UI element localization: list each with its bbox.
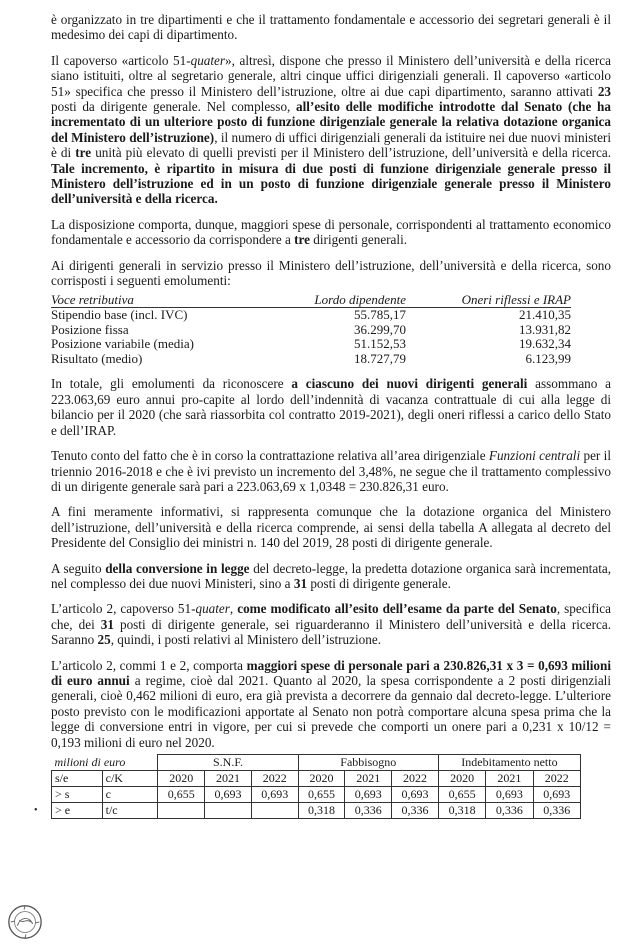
year-header: 2021 [486, 771, 533, 787]
group-header: Fabbisogno [298, 755, 438, 771]
table-cell: t/c [102, 803, 158, 819]
year-header: 2021 [345, 771, 392, 787]
table-row [52, 803, 581, 819]
seal-icon [6, 903, 44, 941]
year-header: 2022 [392, 771, 439, 787]
table-row [51, 352, 571, 367]
table-cell: 0,336 [486, 803, 533, 819]
year-header: 2022 [251, 771, 298, 787]
table-cell: 0,655 [298, 787, 345, 803]
paragraph-4: Ai dirigenti generali in servizio presso il Ministero dell’istruzione, dell’università e della ricerca, sono corrisposti i seguenti emolumenti: [51, 257, 611, 289]
table-cell: 36.299,70 [354, 321, 406, 337]
paragraph-7: A fini meramente informativi, si rappresenta comunque che la dotazione organica del Ministero dell’istruzione, dell’università e della ricerca comprende, ai sensi della tabella A allegata al decreto del Presidente del Consiglio dei ministri n. 140 del 2019, 28 posti di dirigente generale. [51, 504, 611, 551]
year-header: 2020 [438, 771, 485, 787]
year-header: 2022 [533, 771, 580, 787]
table-row [52, 787, 581, 803]
paragraph-2: Il capoverso «articolo 51-quater», altresì, dispone che presso il Ministero dell’università e della ricerca siano istituiti, oltre al segretario generale, altri cinque uffici dirigenziali generali. Il capoverso «articolo 51» specifica che presso il Ministero dell’istruzione, oltre ai due capi dipartimento, saranno attivati 23 posti da dirigente generale. Nel complesso, all’esito delle modifiche introdotte dal Senato (che ha incrementato di un ulteriore posto di funzione dirigenziale generale la relativa dotazione organica del Ministero dell’istruzione), il numero di uffici dirigenziali generali da istituire nei due nuovi ministeri è di tre unità più elevato di quelli previsti per il Ministero dell’istruzione, dell’università e della ricerca. Tale incremento, è ripartito in misura di due posti di funzione dirigenziale generale presso il Ministero dell’istruzione ed in un posto di funzione dirigenziale generale presso il Ministero dell’università e della ricerca. [51, 52, 611, 207]
table-row [51, 308, 571, 323]
table-cell: 0,318 [298, 803, 345, 819]
paragraph-1: è organizzato in tre dipartimenti e che il trattamento fondamentale e accessorio dei segretari generali è il medesimo dei capi di dipartimento. [51, 12, 611, 43]
table-cell: c [102, 787, 158, 803]
paragraph-9: L’articolo 2, capoverso 51-quater, come modificato all’esito dell’esame da parte del Senato, specifica che, dei 31 posti di dirigente generale, sei riguarderanno il Ministero dell’università e della ricerca. Saranno 25, quindi, i posti relativi al Ministero dell’istruzione. [51, 601, 612, 648]
year-header: 2021 [205, 771, 252, 787]
table-cell: 0,693 [486, 787, 533, 803]
emolumenti-header: Oneri riflessi e IRAP [406, 293, 571, 308]
emolumenti-table [51, 293, 571, 367]
table-cell: Risultato (medio) [51, 350, 143, 366]
ck-header: c/K [102, 771, 158, 787]
table-cell: 0,336 [345, 803, 392, 819]
table-cell [205, 803, 252, 819]
table-cell: 0,336 [533, 803, 580, 819]
table-cell: 13.931,82 [519, 321, 571, 337]
table-cell: 6.123,99 [525, 350, 571, 366]
unit-label: milioni di euro [52, 755, 158, 771]
paragraph-8: A seguito della conversione in legge del decreto-legge, la predetta dotazione organica sarà incrementata, nel complesso dei due nuovi Ministeri, sino a 31 posti di dirigente generale. [51, 560, 612, 591]
paragraph-5: In totale, gli emolumenti da riconoscere a ciascuno dei nuovi dirigenti generali assommano a 223.063,69 euro annui pro-capite al lordo dell’indennità di vacanza contrattuale di cui alla legge di bilancio per il 2020 (che sarà riassorbita col contratto 2019-2021), degli oneri riflessi a carico dello Stato e dell’IRAP. [51, 376, 611, 438]
fin-year-row [52, 771, 581, 787]
paragraph-6: Tenuto conto del fatto che è in corso la contrattazione relativa all’area dirigenziale Funzioni centrali per il triennio 2016-2018 e che è ivi previsto un incremento del 3,48%, ne segue che il trattamento complessivo di un dirigente generale sarà pari a 223.063,69 x 1,0348 = 230.826,31 euro. [51, 448, 611, 494]
table-cell: 0,655 [158, 787, 205, 803]
table-cell: 21.410,35 [519, 307, 571, 323]
table-cell: > s [52, 787, 103, 803]
emolumenti-header: Lordo dipendente [241, 293, 406, 308]
year-header: 2020 [298, 771, 345, 787]
table-cell: 18.727,79 [354, 350, 406, 366]
table-cell: 0,693 [533, 787, 580, 803]
emolumenti-header: Voce retributiva [51, 293, 241, 308]
table-cell: Posizione fissa [51, 321, 129, 337]
table-cell: 19.632,34 [519, 336, 571, 352]
table-cell: 0,693 [345, 787, 392, 803]
margin-dot: • [34, 805, 38, 816]
fin-group-row [52, 755, 581, 771]
table-cell: 51.152,53 [354, 336, 406, 352]
table-cell: Posizione variabile (media) [51, 336, 194, 352]
table-cell: 0,693 [251, 787, 298, 803]
year-header: 2020 [158, 771, 205, 787]
document-page [51, 12, 611, 819]
table-cell: 55.785,17 [354, 307, 406, 323]
table-cell: 0,318 [438, 803, 485, 819]
table-row [51, 323, 571, 338]
table-cell: 0,693 [205, 787, 252, 803]
table-cell [158, 803, 205, 819]
emolumenti-header-row [51, 293, 571, 308]
group-header: Indebitamento netto [438, 755, 580, 771]
table-cell: 0,336 [392, 803, 439, 819]
table-cell: 0,693 [392, 787, 439, 803]
table-cell [251, 803, 298, 819]
paragraph-10: L’articolo 2, commi 1 e 2, comporta maggiori spese di personale pari a 230.826,31 x 3 = 0,693 milioni di euro annui a regime, cioè dal 2021. Quanto al 2020, la spesa corrispondente a 2 posti dirigenziali generali, cioè 0,462 milioni di euro, era già prevista a decorrere da gennaio dal decreto-legge. L’ulteriore posto previsto con le modificazioni apportate al Senato non potrà comportare alcuna spesa prima che la legge di conversione entri in vigore, per cui si prevede che comporti un onere pari a 0,231 x 10/12 = 0,193 milioni di euro nel 2020. [51, 657, 611, 750]
table-row [51, 337, 571, 352]
table-cell: 0,655 [438, 787, 485, 803]
se-header: s/e [52, 771, 103, 787]
group-header: S.N.F. [158, 755, 298, 771]
financial-effects-table [51, 754, 581, 819]
table-cell: > e [52, 803, 103, 819]
table-cell: Stipendio base (incl. IVC) [51, 307, 188, 323]
paragraph-3: La disposizione comporta, dunque, maggiori spese di personale, corrispondenti al trattamento economico fondamentale e accessorio da corrispondere a tre dirigenti generali. [51, 216, 611, 248]
